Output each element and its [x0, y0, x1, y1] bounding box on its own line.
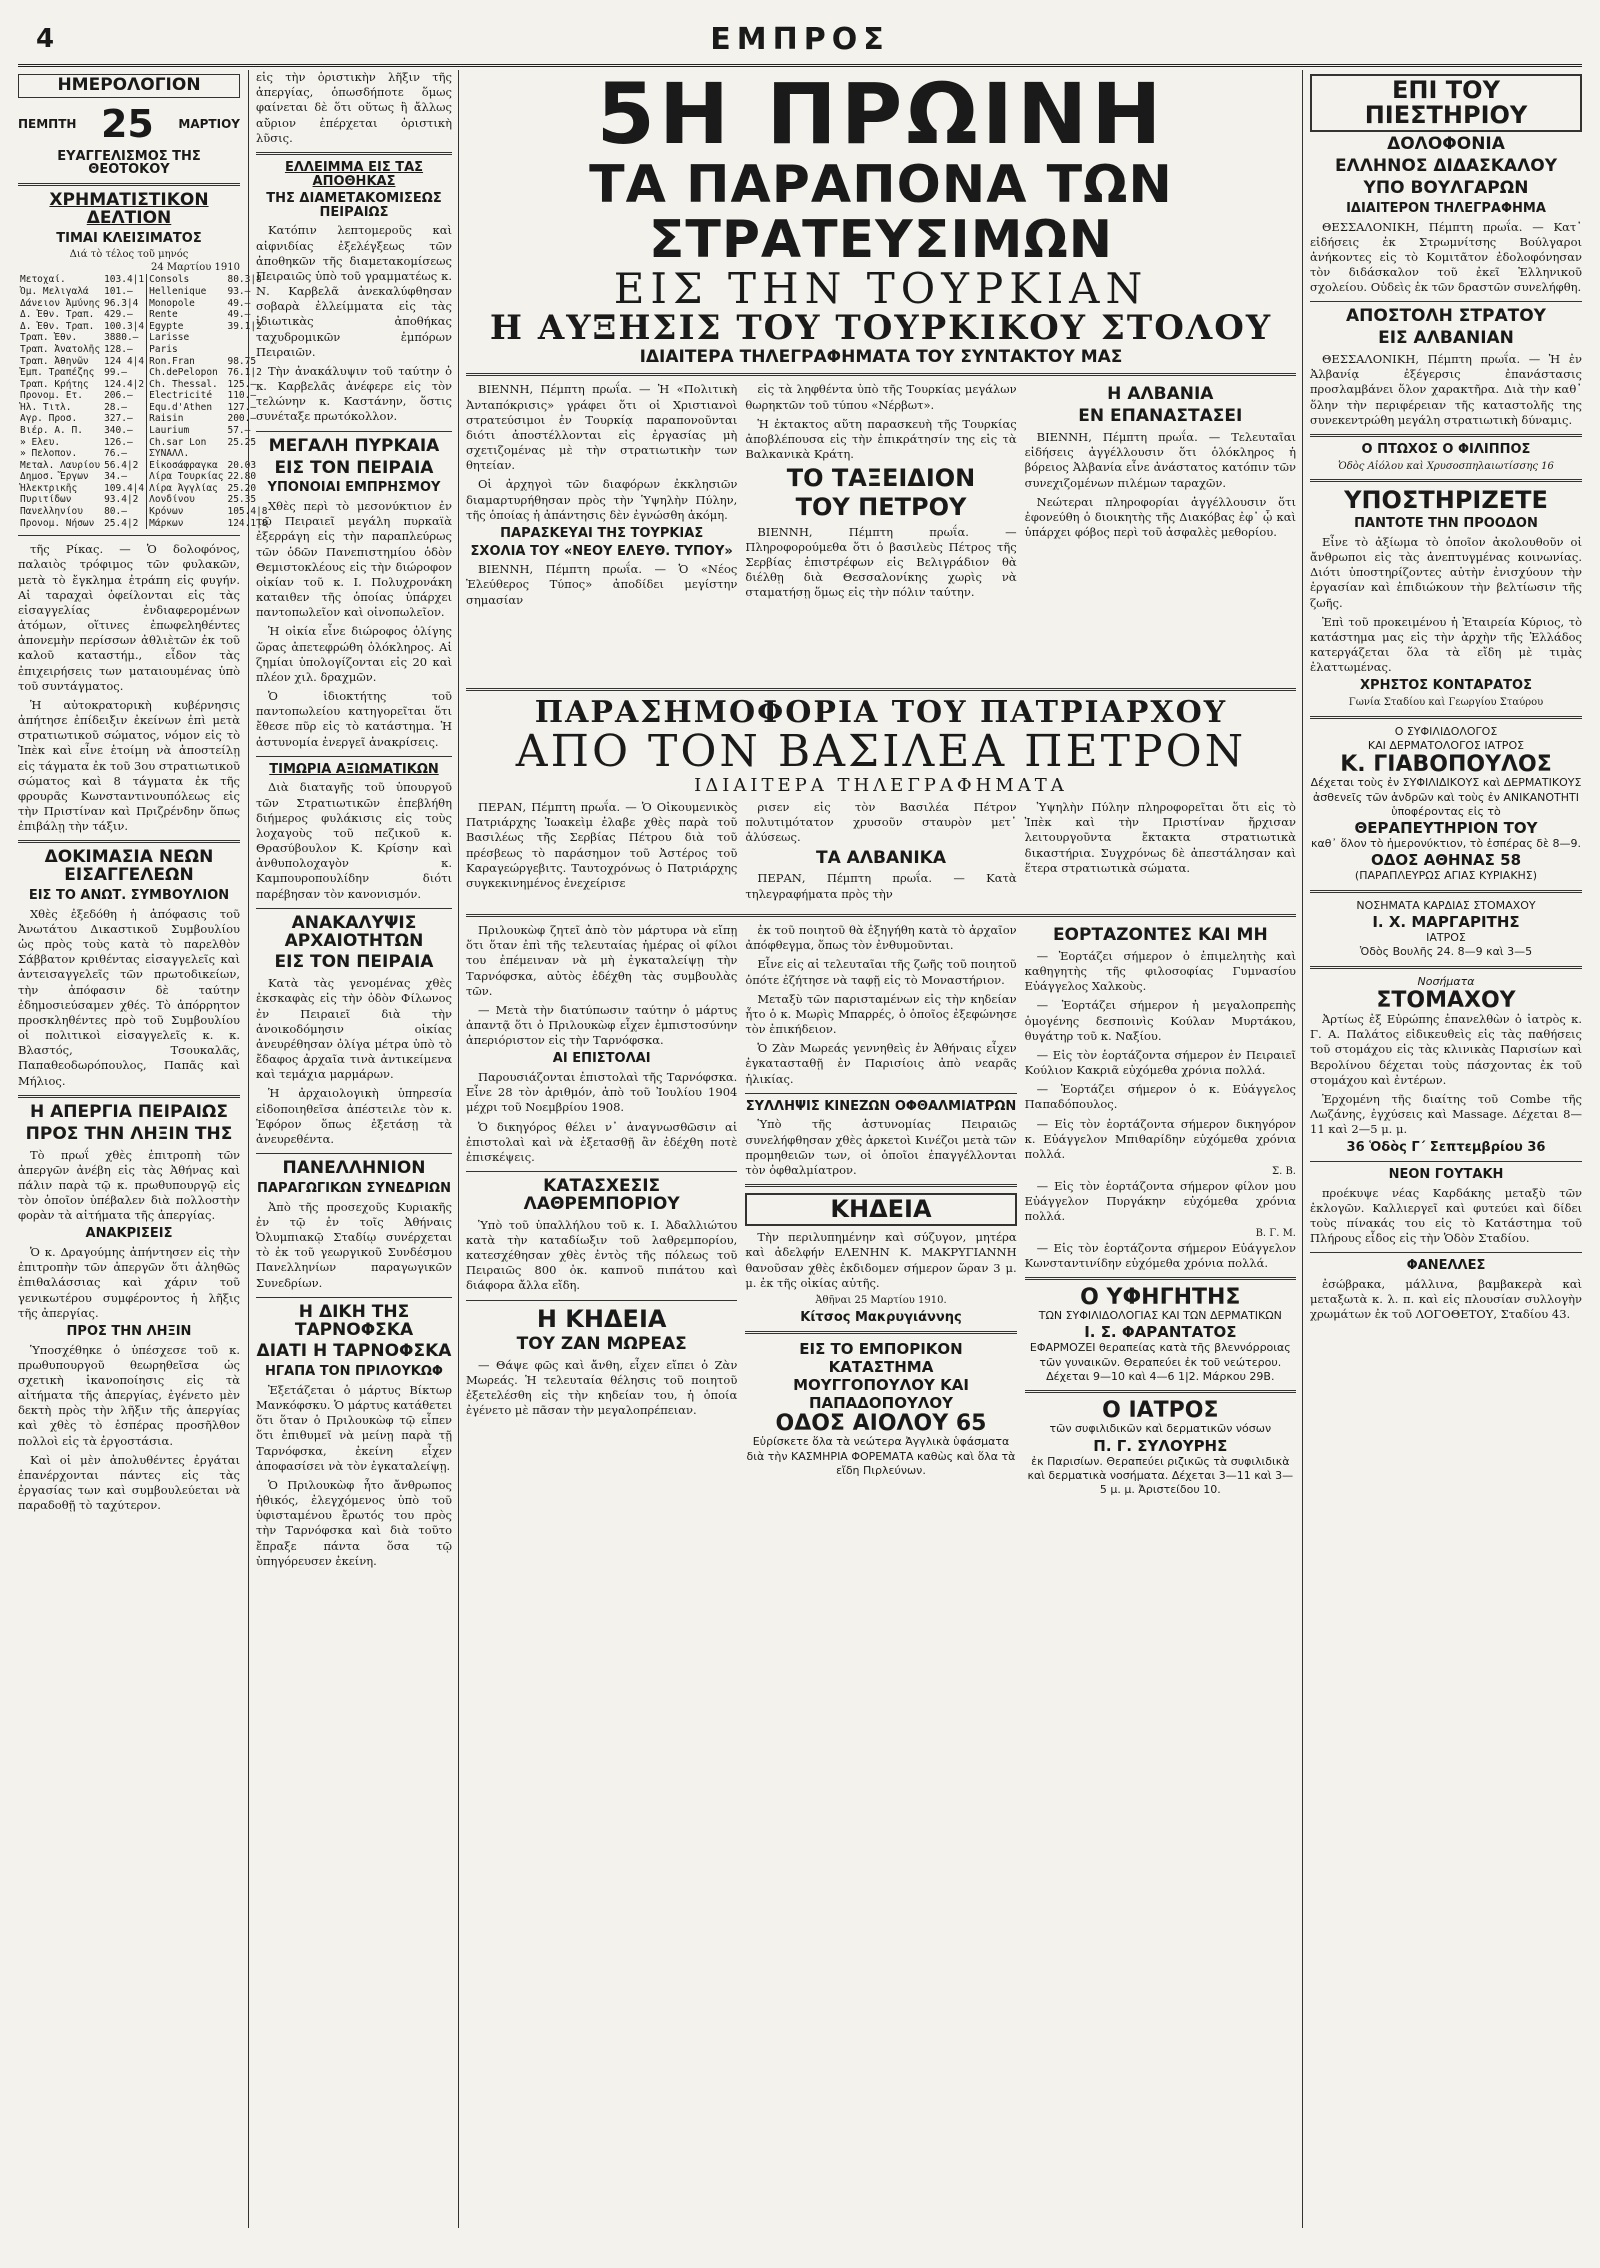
ad-heading: ΕΙΣ ΤΟ ΕΜΠΟΡΙΚΟΝ ΚΑΤΑΣΤΗΜΑ [799, 1340, 963, 1377]
article-text: Ὁ Πριλουκὼφ ἦτο ἄνθρωπος ἠθικός, ἐλεγχόμενος ὑπὸ τοῦ ὑφισταμένου ἔρωτός του πρὸς τὴν Ταρνόφσκα καὶ διὰ τοῦτο ἔπραξε πάντα ὅσα τῷ ὑπηγόρευσεν ἐκείνη. [256, 1477, 452, 1568]
table-cell: Δημοσ. Ἔργων [20, 471, 89, 483]
headline: ΔΟΚΙΜΑΣΙΑ ΝΕΩΝ ΕΙΣΑΓΓΕΛΕΩΝ [44, 847, 214, 886]
article-text: Κατὰ τὰς γενομένας χθὲς ἐκσκαφὰς εἰς τὴν ὁδὸν Φίλωνος ἐν Πειραιεῖ διὰ τὴν ἀνοικοδόμησιν οἰκίας ἀνευρέθησαν ὀλίγα μέτρα ὑπὸ τὸ ἔδαφος ἀρχαῖα τινὰ ἀντικείμενα καὶ τεμάχια μαρμάρων. [256, 976, 452, 1082]
table-cell: 124.1|8 [227, 517, 268, 529]
funeral-notice-date: Ἀθῆναι 25 Μαρτίου 1910. [815, 1294, 947, 1306]
article-text: Ἐρχομένη τῆς διαίτης τοῦ Combe τῆς Λωζάνης, ἐγχύσεις καὶ Massage. Δέχεται 8—11 καὶ 2—5 μ. μ. [1310, 1091, 1582, 1137]
center-col-a [466, 382, 737, 682]
article-text: Πριλουκὼφ ζητεῖ ἀπὸ τὸν μάρτυρα νὰ εἴπῃ ὅτι ὅταν ἐπὶ τῆς τελευταίας ἡμέρας οἱ φίλοι του ἐπέμειναν νὰ μὴ ἐγκαταλείψῃ τὴν Ταρνόφσκα, αὐτὸς ἐδέχθη τὰς συμβουλὰς τῶν. [466, 923, 738, 998]
ad-name: Ι. Σ. ΦΑΡΑΝΤΑΤΟΣ [1084, 1323, 1237, 1342]
article-text: ΒΙΕΝΝΗ, Πέμπτη πρωΐα. — Τελευταῖαι εἰδήσεις ἀγγέλλουσιν ὅτι ὁλόκληρος ἡ βόρειος Ἀλβανία εἶνε ἀνάστατος κατόπιν τῶν συνεχιζομένων πιλέμων ταραχῶν. [1024, 430, 1296, 490]
ad-text: ἐκ Παρισίων. Θεραπεύει ριζικῶς τὰ συφιλιδικὰ καὶ δερματικὰ νοσήματα. Δέχεται 3—11 καὶ 3—5 μ. μ. Ἀριστείδου 10. [1027, 1454, 1294, 1497]
center-col-c [1025, 382, 1296, 682]
article-text: ΒΙΕΝΝΗ, Πέμπτη πρωΐα. — Ἡ «Πολιτικὴ Ἀνταπόκρισις» γράφει ὅτι οἱ Χριστιανοὶ στρατεύσιμοι ἐν Τουρκίᾳ παραπονοῦνται διότι ἀποστέλλονται εἰς ἐργασίας μὴ σχετιζομένας μὲ τὴν στρατιωτικὴν των θητείαν. [466, 382, 738, 473]
subheadline: ΤΟΥ ΖΑΝ ΜΩΡΕΑΣ [516, 1333, 687, 1354]
table-cell: » Πελοπον. [20, 448, 78, 460]
article-text: Ἐξετάζεται ὁ μάρτυς Βίκτωρ Μανκόφσκυ. Ὁ μάρτυς κατάθετει ὅτι ὅταν ὁ Πριλουκὼφ τῷ εἶπεν ὅτι ἐπιθυμεῖ νὰ μείνῃ παρὰ τῇ Ταρνόφσκα, ἐκείνη εἶχεν ἀποφασίσει νὰ τὸν ἐγκαταλείψῃ. [256, 1382, 452, 1473]
table-cell: Ἠλ. Τιτλ. [20, 401, 72, 413]
article-text: Ἡ ἐκτακτος αὕτη παρασκευὴ τῆς Τουρκίας ἀποβλέπουσα εἰς τὴν ἐπικράτησίν της εἰς τὰ Βαλκανικὰ Κράτη. [745, 416, 1017, 462]
table-cell: Equ.d'Athen [149, 401, 213, 413]
banner-subheadline: ΤΑ ΠΑΡΑΠΟΝΑ ΤΩΝ ΣΤΡΑΤΕΥΣΙΜΩΝ [589, 155, 1173, 270]
table-cell: ΣΥΝΑΛΛ. [149, 448, 190, 460]
table-cell: 25.4|2 [102, 518, 147, 530]
table-cell: Προνομ. Νήσων [20, 517, 95, 529]
headline: ΤΑ ΑΛΒΑΝΙΚΑ [816, 847, 946, 868]
headline: ΦΑΝΕΛΛΕΣ [1406, 1258, 1486, 1274]
table-cell: 98.75 [227, 355, 257, 367]
table-cell: Δ. Ἐθν. Τραπ. [20, 309, 95, 321]
table-cell: 99.— [102, 367, 147, 379]
table-row [18, 425, 270, 437]
table-cell: Paris [149, 343, 178, 355]
article-text: Τὴν ἀνακάλυψιν τοῦ ταύτην ὁ κ. Καρβελᾶς ἀνέφερε εἰς τὸν τελώνην κ. Καστάνην, ὅστις συνέταξε πρωτόκολλον. [256, 363, 452, 424]
headline: ΑΙ ΕΠΙΣΤΟΛΑΙ [552, 1051, 651, 1067]
ad-subheading: ΤΩΝ ΣΥΦΙΛΙΔΟΛΟΓΙΑΣ ΚΑΙ ΤΩΝ ΔΕΡΜΑΤΙΚΩΝ [1038, 1309, 1282, 1323]
financial-bulletin-title: ΧΡΗΜΑΤΙΣΤΙΚΟΝ ΔΕΛΤΙΟΝ [49, 190, 209, 228]
ad-name: Π. Γ. ΣΥΛΟΥΡΗΣ [1093, 1436, 1228, 1455]
table-cell: Laurium [149, 424, 190, 436]
table-cell: Κρόνων [149, 506, 184, 518]
table-cell: Raisin [149, 413, 184, 425]
article-text: Ὑπὸ τῆς ἀστυνομίας Πειραιῶς συνελήφθησαν χθὲς ἀρκετοὶ Κινέζοι μετὰ τῶν προμηθειῶν των, οἱ ὁποῖοι ἐπαγγέλλονται τὸν ὀφθαλμίατρον. [745, 1117, 1017, 1177]
article-text: Διὰ διαταγῆς τοῦ ὑπουργοῦ τῶν Στρατιωτικῶν ἐπεβλήθη διήμερος φυλάκισις εἰς τοὺς λοχαγοὺς τοῦ πεζικοῦ κ. Θρασύβουλον Κ. Κρίσην καὶ ἀνθυπολοχαγὸν κ. Καμπουροπουλίδην διότι παρέβησαν τὸν κανονισμόν. [256, 780, 452, 901]
article-text: ἐσώβρακα, μάλλινα, βαμβακερὰ καὶ μεταξωτὰ κ. λ. π. καὶ εἰς πλουσίαν συλλογὴν χρωμάτων ἐκ τοῦ ΛΟΓΟΘΕΤΟΥ, Σταδίου 43. [1310, 1277, 1582, 1322]
banner-tagline: ΙΔΙΑΙΤΕΡΑ ΤΗΛΕΓΡΑΦΗΜΑΤΑ ΤΟΥ ΣΥΝΤΑΚΤΟΥ ΜΑΣ [639, 346, 1123, 367]
table-cell: Λονδίνου [149, 494, 195, 506]
ad-heading: ΝΟΣΗΜΑΤΑ ΚΑΡΔΙΑΣ ΣΤΟΜΑΧΟΥ [1356, 898, 1536, 912]
table-cell: 3880.— [102, 332, 147, 344]
table-cell: 80.3|8 [227, 274, 262, 286]
article-text: Ἡ ἀρχαιολογικὴ ὑπηρεσία εἰδοποιηθεῖσα ἀπέστειλε τὸν κ. Ἐφόρον ὅπως ἐξετάσῃ τὰ ἀνευρεθέντα. [256, 1086, 452, 1146]
ad-text: Δέχεται τοὺς ἐν ΣΥΦΙΛΙΔΙΚΟΥΣ καὶ ΔΕΡΜΑΤΙΚΟΥΣ ἀσθενεῖς τῶν ἀνδρῶν καὶ τοὺς ἐν ΑΝΙΚΑΝΟΤΗΤΙ ὑποφέροντας εἰς τὸ [1310, 776, 1582, 818]
article-text: — Μετὰ τὴν διατύπωσιν ταύτην ὁ μάρτυς ἀπαντᾷ ὅτι ὁ Πριλουκὼφ εἶχεν ἐμπιστοσύνην ἀπεριόριστον εἰς τὴν Ταρνόφσκα. [466, 1002, 738, 1048]
section-title: ΕΠΙ ΤΟΥ ΠΙΕΣΤΗΡΙΟΥ [1310, 74, 1582, 132]
table-cell: Ron.Fran [149, 355, 195, 367]
calendar-title: ΗΜΕΡΟΛΟΓΙΟΝ [18, 74, 240, 98]
headline: ΥΠΟΣΤΗΡΙΖΕΤΕ [1344, 486, 1548, 515]
doctor-advertisement [1310, 725, 1582, 884]
table-row [18, 286, 270, 298]
table-cell: 76.1|2 [227, 367, 262, 379]
subheadline: ΙΔΙΑΙΤΕΡΑ ΤΗΛΕΓΡΑΦΗΜΑΤΑ [694, 775, 1068, 797]
article-text: Ἐπὶ τοῦ προκειμένου ἡ Ἐταιρεία Κύριος, τὸ κατάστημα μας εἰς τὴν ἀρχὴν τῆς Ἑλλάδος κατεργάζεται ὅλα τὰ εἴδη μὲ τιμὰς ἐλαττωμένας. [1310, 614, 1582, 675]
table-cell: Monopole [149, 297, 195, 309]
table-row [18, 379, 270, 391]
table-cell: 22.80 [227, 471, 257, 483]
subheadline: ΑΝΑΚΡΙΣΕΙΣ [85, 1226, 173, 1242]
table-cell: Δ. Ἐθν. Τραπ. [20, 320, 95, 332]
headline: ΕΟΡΤΑΖΟΝΤΕΣ ΚΑΙ ΜΗ [1052, 925, 1268, 946]
article-text: Ὑποσχέθηκε ὁ ὑπέσχεσε τοῦ κ. πρωθυπουργοῦ θεωρηθεῖσα ὡς σχετικὴ ἱκανοποίησις εἰς τὰ αἰτήματα τῆς ἀπεργίας, ἐγένετο μὲν δεκτὴ πρὸς τὴν λῆξιν τῆς ἀπεργίας καὶ χθὲς τὸ ἑσπέρας προσῆλθον πολλοὶ εἰς τὰ ἐργοστάσια. [18, 1342, 240, 1448]
article-text: ΠΕΡΑΝ, Πέμπτη πρωΐα. — Ὁ Οἰκουμενικὸς Πατριάρχης Ἰωακεὶμ ἐλαβε χθὲς παρὰ τοῦ Βασιλέως τῆς Σερβίας Πέτρου διὰ τοῦ πρέσβεως τὸ παράσημον τοῦ Ἀστέρος τοῦ Καραγεώργεβιτς. Ταυτοχρόνως ὁ Πατριάρχης συγκεκινημένος ἐνεχείρισε [466, 800, 738, 890]
headline: ΠΑΡΑΣΚΕΥΑΙ ΤΗΣ ΤΟΥΡΚΙΑΣ [500, 525, 704, 541]
table-cell: 110.— [227, 390, 257, 402]
table-cell: 340.— [102, 425, 147, 437]
lower-col-c [1025, 923, 1296, 2159]
table-cell: Πανελληνίου [20, 506, 83, 518]
table-row [18, 460, 270, 472]
table-cell: 105.4|8 [227, 506, 268, 518]
table-cell: Egypte [149, 320, 184, 332]
table-row [18, 332, 270, 344]
table-cell: 128.— [102, 344, 147, 356]
headline: ΔΟΛΟΦΟΝΙΑ [1387, 134, 1505, 155]
funeral-notice-title: ΚΗΔΕΙΑ [745, 1193, 1016, 1226]
headline: ΤΙΜΩΡΙΑ ΑΞΙΩΜΑΤΙΚΩΝ [269, 761, 439, 777]
subheadline: ΠΡΟΣ ΤΗΝ ΛΗΞΙΝ ΤΗΣ [25, 1123, 233, 1144]
table-cell: 126.— [102, 437, 147, 449]
article-text: ΒΙΕΝΝΗ, Πέμπτη πρωΐα. — Πληροφορούμεθα ὅτι ὁ βασιλεὺς Πέτρος τῆς Σερβίας ἐπιστρέφων εἰς Βελιγράδιον θὰ διέλθῃ διὰ Θεσσαλονίκης χωρὶς νὰ σταματήσῃ ὅμως εἰς τὴν πόλιν ταύτην. [745, 524, 1017, 600]
doctor-advertisement [1310, 975, 1582, 1012]
ad-heading: ΚΑΙ ΔΕΡΜΑΤΟΛΟΓΟΣ ΙΑΤΡΟΣ [1367, 738, 1525, 752]
article-text: Παρουσιάζονται ἐπιστολαὶ τῆς Ταρνόφσκα. Εἶνε 28 τὸν ἀριθμόν, ἀπὸ τοῦ Ἰουλίου 1904 μέχρι τοῦ Νοεμβρίου 1908. [466, 1070, 738, 1115]
ad-heading: Νοσήματα [1417, 974, 1475, 988]
table-cell: Μετοχαί. [20, 274, 66, 286]
shop-advertisement [745, 1340, 1016, 1478]
article-text: Ἡ αὐτοκρατορικὴ κυβέρνησις ἀπήτησε ἐπίδειξιν ἐκείνων ἐπὶ μετὰ στρατιωτικοῦ σώματος, νόμον εἰς τὸ Ἰπὲκ καὶ εἶνε ἑτοίμη νὰ ἀποστείλῃ εἰς τάγματα ἐκ τοῦ 3ου στρατιωτικοῦ σώματος καὶ 8 τάγματα ἐκ τῆς φρουρᾶς Κωνσταντινουπόλεως εἰς τὴν Πριστίναν καὶ Πριζρένδην ὅπως ἐπιβάλῃ τὴν τάξιν. [18, 697, 240, 834]
article-text: Χθὲς περὶ τὸ μεσονύκτιον ἐν τῷ Πειραιεῖ μεγάλη πυρκαϊὰ ἐξερράγη εἰς τὴν παραπλεύρως τῶν ὁδῶν Πανεπιστημίου ὁδὸν Θεμιστοκλέους εἰς τὴν διώροφον οἰκίαν τοῦ κ. Ι. Πολυχρονάκη καταιθεν τῆς ὁποίας ὑπάρχει παντοπωλεῖον καὶ οἰνοπωλεῖον. [256, 498, 452, 620]
calendar-day: ΠΕΜΠΤΗ [18, 116, 77, 131]
article-text: ΒΙΕΝΝΗ, Πέμπτη πρωΐα. — Ὁ «Νέος Ἐλεύθερος Τύπος» ἀποδίδει μεγίστην σημασίαν [466, 562, 738, 607]
table-cell: Προνομ. Ετ. [20, 390, 83, 402]
article-text: Ἡ οἰκία εἶνε διώροφος ὀλίγης ὥρας ἀπετεφρώθη ὁλόκληρος. Αἱ ζημίαι ὑπολογίζονται εἰς 20 καὶ πλέον χιλ. δραχμῶν. [256, 624, 452, 684]
shop-name: Ο ΠΤΩΧΟΣ Ο ΦΙΛΙΠΠΟΣ [1361, 441, 1531, 457]
article-text: ΠΕΡΑΝ, Πέμπτη πρωΐα. — Κατὰ τηλεγραφήματα πρὸς τὴν [745, 871, 1017, 901]
shop-address: Ὁδὸς Αἰόλου καὶ Χρυσοσπηλαιωτίσσης 16 [1338, 460, 1554, 472]
table-cell: Ἠλεκτρικῆς [20, 482, 78, 494]
subheadline: ΠΑΡΑΓΩΓΙΚΩΝ ΣΥΝΕΔΡΙΩΝ [257, 1181, 451, 1197]
subheadline: ΠΡΟΣ ΤΗΝ ΛΗΞΙΝ [66, 1323, 192, 1339]
column-1 [18, 70, 268, 2228]
article-text: Ἀπὸ τῆς προσεχοῦς Κυριακῆς ἐν τῷ ἐν τοῖς Ἀθήναις Ὀλυμπιακῷ Σταδίῳ συνέρχεται τὸ ἐκ τοῦ γεωργικοῦ Συνδέσμου Πανελληνίων παραγωγικῶν Συνεδρίων. [256, 1199, 452, 1290]
article-text: Χθὲς ἐξεδόθη ἡ ἀπόφασις τοῦ Ἀνωτάτου Δικαστικοῦ Συμβουλίου ὡς πρὸς τοὺς κατὰ τὸ παρελθὸν Σάββατον κριθέντας εἰσαγγελεῖς καὶ ἀντεισαγγελεῖς τῶν πρωτοδικείων, τὴν ἀπόφασιν δὲ ταύτην ἐδημοσιεύσαμεν χθές. Τὸ ἀπόρρητον προσκληθέντες πρὸ τοῦ Συμβουλίου οἱ πολιτικοὶ εἰσαγγελεῖς κ. κ. Βλαστός, Τσουκαλᾶς, Παπαθεοδωρόπουλος, Παπᾶς καὶ Μήλιος. [18, 906, 240, 1088]
table-cell: Consols [149, 274, 190, 286]
signature-address: Γωνία Σταδίου καὶ Γεωργίου Σταύρου [1348, 697, 1544, 709]
subheadline: ΗΓΑΠΑ ΤΟΝ ΠΡΙΛΟΥΚΩΦ [265, 1364, 443, 1380]
table-cell: Ἐμπ. Τραπέζης [20, 367, 95, 379]
table-cell: Εἰκοσάφραγκα [149, 459, 218, 471]
article-text: — Εἰς τὸν ἑορτάζοντα σήμερον φίλον μου Εὐάγγελον Πυργάκην εὐχόμεθα χρόνια πολλά. [1024, 1178, 1296, 1223]
headline: ΚΑΤΑΣΧΕΣΙΣ ΛΑΘΡΕΜΠΟΡΙΟΥ [523, 1176, 680, 1214]
column-6 [1310, 70, 1582, 2228]
doctor-advertisement [1025, 1286, 1296, 1384]
ad-heading: Ο ΣΥΦΙΛΙΔΟΛΟΓΟΣ [1394, 724, 1498, 738]
article-text: ἐκ τοῦ ποιητοῦ θὰ ἐξηγήθη κατὰ τὸ ἀρχαῖον ἀπόφθεγμα, ὅπως τὸν ἐνθυμοῦνται. [745, 923, 1017, 953]
table-cell: Τραπ. Ἐθν. [20, 332, 78, 344]
table-row [18, 298, 270, 310]
table-row [18, 413, 270, 425]
table-row [18, 309, 270, 321]
newspaper-title: ΕΜΠΡΟΣ [710, 22, 890, 57]
table-cell: 103.4|1 [102, 274, 147, 286]
article-text: — Θάψε φῶς καὶ ἄνθη, εἶχεν εἴπει ὁ Ζὰν Μωρεάς. Ἡ τελευταία θέλησις τοῦ ποιητοῦ ἐξετελέσθη εἰς τὴν κηδείαν του, ἡ ὁποία ἐγένετο μὲ πᾶσαν τὴν μεγαλοπρέπειαν. [466, 1357, 738, 1418]
table-cell: Ch.sar Lon [149, 436, 207, 448]
table-cell: 20.03 [227, 459, 257, 471]
table-row [18, 367, 270, 379]
ad-title: ΙΑΤΡΟΣ [1426, 931, 1466, 945]
subheadline: ΕΛΛΗΝΟΣ ΔΙΔΑΣΚΑΛΟΥ [1334, 156, 1558, 177]
article-text: Οἱ ἀρχηγοὶ τῶν διαφόρων ἐκκλησιῶν διαμαρτυρήθησαν πρὸς τὴν Ὑψηλὴν Πύλην, τῆς ὁποίας ἡ ἀπάντησις δὲν ἐγνώσθη ἀκόμη. [466, 477, 738, 522]
table-cell: Πυριτίδων [20, 494, 72, 506]
masthead [18, 18, 1582, 67]
ad-name: Ι. Χ. ΜΑΡΓΑΡΙΤΗΣ [1372, 913, 1520, 932]
article-text: — Εἰς τὸν ἑορτάζοντα σήμερον Εὐάγγελον Κωνσταντινίδην εὐχόμεθα χρόνια πολλά. [1024, 1240, 1296, 1270]
subheadline: ΕΙΣ ΑΛΒΑΝΙΑΝ [1378, 328, 1514, 349]
table-cell: 28.— [102, 402, 147, 414]
headline: ΤΟ ΤΑΞΕΙΔΙΟΝ [786, 464, 976, 493]
table-row [18, 471, 270, 483]
table-cell: 39.1|2 [227, 320, 262, 332]
headline: Η ΑΠΕΡΓΙΑ ΠΕΙΡΑΙΩΣ [29, 1101, 228, 1122]
table-cell: Δάνειον Ἀμύνης [20, 297, 101, 309]
table-cell: 93.— [227, 286, 251, 298]
table-cell: 25.25 [227, 436, 257, 448]
center-section [466, 65, 1296, 2228]
article-text: Ἀρτίως ἐξ Εὐρώπης ἐπανελθὼν ὁ ἰατρὸς κ. Γ. Α. Παλάτος εἰδικευθεὶς εἰς τὰς παθήσεις τοῦ στομάχου εἰς τὰς κλινικὰς Παρισίων καὶ Βερολίνου δέχεται τοὺς πάσχοντας ἐκ τοῦ στομάχου καὶ ἐντέρων. [1310, 1012, 1582, 1087]
financial-bulletin-date: 24 Μαρτίου 1910 [151, 261, 240, 273]
banner-subheadline: Η ΑΥΞΗΣΙΣ ΤΟΥ ΤΟΥΡΚΙΚΟΥ ΣΤΟΛΟΥ [489, 308, 1273, 349]
table-row [18, 483, 270, 495]
article-text: εἰς τὰ ληφθέντα ὑπὸ τῆς Τουρκίας μεγάλων θωρηκτῶν τοῦ τύπου «Νέρβωτ». [745, 382, 1017, 412]
ad-text: καθ᾽ ὅλον τὸ ἡμερονύκτιον, τὸ ἑσπέρας δὲ 8—9. [1311, 837, 1581, 851]
table-cell: 327.— [102, 413, 147, 425]
headline: ΣΥΛΛΗΨΙΣ ΚΙΝΕΖΩΝ ΟΦΘΑΛΜΙΑΤΡΩΝ [745, 1098, 1017, 1114]
center-col-b [745, 382, 1016, 682]
financial-bulletin-note: Διά τὸ τέλος τοῦ μηνός [69, 249, 189, 261]
article-text: — Εἰς τὸν ἑορτάζοντα σήμερον δικηγόρον κ. Εὐάγγελον Μπιθαρίδην εὐχόμεθα χρόνια πολλά. [1024, 1116, 1296, 1161]
headline: ΠΑΝΕΛΛΗΝΙΟΝ [282, 1158, 426, 1179]
table-cell: Ὀμ. Μελιγαλά [20, 286, 89, 298]
article-text: Ὁ Ζὰν Μωρεάς γεννηθεὶς ἐν Ἀθήναις εἶχεν ἐγκατασταθῇ ἐν Παρισίοις ἀπὸ νεαρᾶς ἡλικίας. [745, 1041, 1017, 1086]
article-text: Νεώτεραι πληροφορίαι ἀγγέλλουσιν ὅτι ἐφονεύθη ὁ διοικητὴς τῆς Διακόβας ἐφ᾽ ᾧ καὶ ὑπάρχει φόβος περὶ τοῦ ἀσφαλὲς μεθορίου. [1024, 494, 1296, 540]
table-cell: 127.— [227, 401, 257, 413]
table-cell: Electricité [149, 390, 213, 402]
ad-heading: Ο ΥΦΗΓΗΤΗΣ [1080, 1284, 1241, 1310]
calendar-date-number: 25 [100, 101, 154, 146]
headline: Η ΚΗΔΕΙΑ [536, 1304, 667, 1333]
ad-heading: ΘΕΡΑΠΕΥΤΗΡΙΟΝ ΤΟΥ [1354, 819, 1538, 838]
article-text: Καὶ οἱ μὲν ἀπολυθέντες ἐργάται ἐπανέρχονται πάντες εἰς τὰς ἐργασίας των καὶ συμβουλεύεται νὰ παραδοθῇ τὸ ταχύτερον. [18, 1452, 240, 1513]
financial-bulletin-subtitle: ΤΙΜΑΙ ΚΛΕΙΣΙΜΑΤΟΣ [56, 230, 202, 246]
table-cell: 100.3|4 [102, 321, 147, 333]
subheadline: ΕΙΣ ΤΟΝ ΠΕΙΡΑΙΑ [274, 952, 434, 973]
ad-address: ΟΔΟΣ ΑΙΟΛΟΥ 65 [775, 1411, 987, 1437]
headline: ΠΑΡΑΣΗΜΟΦΟΡΙΑ ΤΟΥ ΠΑΤΡΙΑΡΧΟΥ [534, 695, 1228, 731]
table-cell: Αγρ. Προσ. [20, 413, 78, 425]
article-text: τῆς Ρίκας. — Ὁ δολοφόνος, παλαιὸς τρόφιμος τῶν φυλακῶν, μετὰ τὸ ἔγκλημα ἐτράπη εἰς φυγήν. Αἱ ταραχαὶ ὀφείλονται εἰς τὰς εἰσαγγελίας ἐνδιαφερομένων ἀτόμων, οἵτινες ἐπωφεληθέντες ἀπονεμὴν περίσσων ἀθλιὲτῶν ἐκ τοῦ καλοῦ καταστήμ., εἶδον τὰς ἐπιχειρήσεις των ματαιουμένας ὑπὸ τοῦ συντάγματος. [18, 542, 240, 693]
article-text: ρισεν εἰς τὸν Βασιλέα Πέτρον πολυτιμότατον χρυσοῦν σταυρὸν μετ᾽ ἀλύσεως. [745, 800, 1017, 845]
signature: Σ. Β. [1272, 1166, 1296, 1178]
ad-text: Εὑρίσκετε ὅλα τὰ νεώτερα Ἀγγλικὰ ὑφάσματα διὰ τὴν ΚΑΣΜΗΡΙΑ ΦΟΡΕΜΑΤΑ καθὼς καὶ ὅλα τὰ εἴδη Πιρλεύνων. [746, 1435, 1016, 1477]
funeral-notice-text: Τὴν περιλυπημένην καὶ σύζυγον, μητέρα καὶ ἀδελφήν ΕΛΕΝΗΝ Κ. ΜΑΚΡΥΓΙΑΝΝΗ θανοῦσαν χθὲς ἐκδιδομεν σήμερον ὥραν 3 μ. μ. ἐκ τῆς οἰκίας αὐτῆς. [745, 1230, 1017, 1290]
headline: ΑΠΟ ΤΟΝ ΒΑΣΙΛΕΑ ΠΕΤΡΟΝ [515, 725, 1247, 777]
article-text: Εἶνε τὸ ἀξίωμα τὸ ὁποῖον ἀκολουθοῦν οἱ ἄνθρωποι εἰς τὰς ἀνεπτυγμένας κοινωνίας. Διότι ὑποστηρίζοντες αὐτὴν ἐνισχύουν τὴν ἐργασίαν καὶ ἐπιδιώκουν τὴν βελτίωσιν τῆς ζωῆς. [1310, 534, 1582, 610]
ad-address: ΟΔΟΣ ΑΘΗΝΑΣ 58 [1371, 851, 1521, 870]
subheadline: ΠΑΝΤΟΤΕ ΤΗΝ ΠΡΟΟΔΟΝ [1354, 516, 1538, 532]
banner-headline: 5Η ΠΡΩΙΝΗ [596, 65, 1166, 163]
article-text: Ὑπὸ τοῦ ὑπαλλήλου τοῦ κ. Ι. Ἀδαλλιώτου κατὰ τὴν καταδίωξιν τοῦ λαθρεμπορίου, κατεσχέθησαν χθὲς ἐντὸς τῆς πόλεως τοῦ Πειραιῶς 800 ὀκ. καπνοῦ πιπάτου καὶ διάφορα ἄλλα εἴδη. [466, 1217, 738, 1293]
table-cell: Larisse [149, 332, 190, 344]
headline: Η ΑΛΒΑΝΙΑ [1107, 384, 1214, 405]
ad-heading: Ο ΙΑΤΡΟΣ [1102, 1398, 1219, 1424]
lower-col-b [745, 923, 1016, 2159]
table-cell: Τραπ. Ἀνατολῆς [20, 343, 101, 355]
table-cell: 124.4|2 [102, 379, 147, 391]
table-cell: Τραπ. Ἀθηνῶν [20, 355, 89, 367]
table-cell: 25.20 [227, 482, 257, 494]
headline: Η ΔΙΚΗ ΤΗΣ ΤΑΡΝΟΦΣΚΑ [294, 1301, 414, 1340]
subheadline: ΤΗΣ ΔΙΑΜΕΤΑΚΟΜΙΣΕΩΣ ΠΕΙΡΑΙΩΣ [266, 191, 442, 220]
table-row [18, 402, 270, 414]
table-row [18, 274, 270, 286]
banner-subheadline: ΕΙΣ ΤΗΝ ΤΟΥΡΚΙΑΝ [613, 264, 1149, 314]
table-row [18, 518, 270, 530]
table-cell: 93.4|2 [102, 494, 147, 506]
headline: ΝΕΟΝ ΓΟΥΤΑΚΗ [1388, 1167, 1504, 1183]
subheadline: ΥΠΟ ΒΟΥΛΓΑΡΩΝ [1363, 178, 1529, 199]
calendar-date [18, 102, 240, 146]
article-text: — Ἑορτάζει σήμερον ὁ κ. Εὐάγγελος Παπαδόπουλος. [1024, 1082, 1296, 1112]
subheadline: ΕΝ ΕΠΑΝΑΣΤΑΣΕΙ [1078, 406, 1243, 427]
table-cell: 109.4|4 [102, 483, 147, 495]
article-text: — Ἑορτάζει σήμερον ἡ μεγαλοπρεπὴς ὁμογένης δεσποινὶς Κούλαν Μυρτάκου, θυγάτηρ τοῦ κ. Ναξίου. [1024, 998, 1296, 1043]
newspaper-page [18, 18, 1582, 2232]
lower-col-a [466, 923, 737, 2159]
article-text: Κατόπιν λεπτομεροῦς καὶ αἰφνιδίας ἐξελέγξεως τῶν ἀποθηκῶν τῆς διαμετακομίσεως Πειραιῶς ὑπὸ τοῦ γραμματέως κ. Ν. Καρβελᾶ ἀνεκαλύφθησαν σοβαρὰ ἐλλείμματα εἰς τὰς ἰδιωτικὰς ἀποθήκας ταχυδρομικῶν ἐμπόρων Πειραιῶν. [256, 223, 452, 359]
headline: ΕΛΛΕΙΜΜΑ ΕΙΣ ΤΑΣ ΑΠΟΘΗΚΑΣ [284, 159, 424, 189]
doctor-advertisement [1025, 1399, 1296, 1497]
headline: ΜΕΓΑΛΗ ΠΥΡΚΑΙΑ [268, 435, 440, 456]
ad-address: (ΠΑΡΑΠΛΕΥΡΩΣ ΑΓΙΑΣ ΚΥΡΙΑΚΗΣ) [1354, 869, 1538, 883]
article-text: Τὸ πρωΐ χθὲς ἐπιτροπὴ τῶν ἀπεργῶν ἀνέβη εἰς τὰς Ἀθήνας καὶ πάλιν παρὰ τῷ κ. πρωθυπουργῷ εἰς τὸν ὁποῖον ὑπέβαλεν διὰ πολλοστὴν φορὰν τὰ αἰτήματα τῆς ἀπεργίας. [18, 1147, 240, 1223]
article-text: Ὁ κ. Δραγούμης ἀπήντησεν εἰς τὴν ἐπιτροπὴν τῶν ἀπεργῶν ὅτι ἀληθῶς ἐπιθαλάσσιας καὶ χάριν τοῦ γενικωτέρου συμφέροντος ἡ λῆξις τῆς ἀπεργίας. [18, 1245, 240, 1320]
table-cell: Τραπ. Κρήτης [20, 378, 89, 390]
headline: ΑΠΟΣΤΟΛΗ ΣΤΡΑΤΟΥ [1346, 306, 1546, 327]
article-text: Ὑψηλὴν Πύλην πληροφορεῖται ὅτι εἰς τὸ Ἰπὲκ καὶ τὴν Πριστίναν ἤρχισαν λειτουργοῦντα ἔκτακτα στρατιωτικὰ δικαστήρια. Συγχρόνως δὲ ἀπεστάλησαν καὶ ἕτερα στρατιωτικὰ σώματα. [1024, 800, 1296, 875]
table-cell: 34.— [102, 471, 147, 483]
article-text: εἰς τὴν ὁριστικὴν λῆξιν τῆς ἀπεργίας, ὁπωσδήποτε ὅμως φαίνεται δὲ ὅτι οὕτως ἢ ἄλλως αὔριον ἐπέρχεται ὁριστικὴ λῦσις. [256, 70, 452, 145]
subheadline: ΕΙΣ ΤΟ ΑΝΩΤ. ΣΥΜΒΟΥΛΙΟΝ [28, 888, 230, 904]
signature: Β. Γ. Μ. [1255, 1228, 1296, 1240]
table-cell: Μεταλ. Λαυρίου [20, 459, 101, 471]
table-row [18, 437, 270, 449]
subheadline: ΤΟΥ ΠΕΤΡΟΥ [795, 493, 967, 522]
table-cell: 101.— [102, 286, 147, 298]
ad-name: Κ. ΓΙΑΒΟΠΟΥΛΟΣ [1340, 752, 1552, 778]
column-2 [256, 70, 452, 2228]
article-text: Ὁ δικηγόρος θέλει ν᾽ ἀναγνωσθῶσιν αἱ ἐπιστολαὶ καὶ νὰ ἐξετασθῇ ἂν ἐδέχθη ποτὲ ἐπισκέψεις. [466, 1119, 738, 1164]
calendar-month: ΜΑΡΤΙΟΥ [178, 116, 240, 131]
table-cell: 57.— [227, 424, 251, 436]
financial-table [18, 274, 270, 529]
table-row [18, 356, 270, 368]
signature: ΧΡΗΣΤΟΣ ΚΟΝΤΑΡΑΤΟΣ [1360, 678, 1532, 694]
subheadline: ΣΧΟΛΙΑ ΤΟΥ «ΝΕΟΥ ΕΛΕΥΘ. ΤΥΠΟΥ» [470, 543, 733, 559]
table-row [18, 494, 270, 506]
subheadline: ΙΔΙΑΙΤΕΡΟΝ ΤΗΛΕΓΡΑΦΗΜΑ [1346, 200, 1546, 216]
ad-subheading: τῶν συφιλιδικῶν καὶ δερματικῶν νόσων [1049, 1422, 1272, 1436]
table-cell: 25.35 [227, 494, 257, 506]
table-cell: 206.— [102, 390, 147, 402]
table-cell: Rente [149, 309, 178, 321]
table-cell: 125.— [227, 378, 257, 390]
table-cell: 124 4|4 [102, 356, 147, 368]
ad-text: ΕΦΑΡΜΟΖΕΙ θεραπείας κατὰ τῆς βλεννόρροιας τῶν γυναικῶν. Θεραπεύει ἐκ τοῦ νεώτερου. Δέχεται 9—10 καὶ 4—6 1|2. Μάρκου 29Β. [1029, 1341, 1291, 1383]
ad-heading: ΣΤΟΜΑΧΟΥ [1376, 987, 1516, 1013]
table-row [18, 321, 270, 333]
headline: ΑΝΑΚΑΛΥΨΙΣ ΑΡΧΑΙΟΤΗΤΩΝ [284, 912, 424, 951]
table-row [18, 390, 270, 402]
funeral-notice-signature: Κίτσος Μακρυγιάννης [800, 1310, 962, 1326]
ad-address: Ὁδὸς Βουλῆς 24. 8—9 καὶ 3—5 [1359, 945, 1533, 959]
article-text: ΘΕΣΣΑΛΟΝΙΚΗ, Πέμπτη πρωΐα. — Κατ᾽ εἰδήσεις ἐκ Στρωμνίτσης Βούλγαροι ἀνήκοντες εἰς τὸ Κομιτᾶτον ἐδολοφόνησαν τὸν διδάσκαλον τοῦ ἐκεῖ Ἑλληνικοῦ σχολείου. Οὐδεὶς ἐκ τῶν δραστῶν συνελήφθη. [1310, 219, 1582, 295]
subheadline: ΔΙΑΤΙ Η ΤΑΡΝΟΦΣΚΑ [256, 1341, 452, 1362]
page-number: 4 [36, 24, 55, 54]
ad-heading: ΜΟΥΓΓΟΠΟΥΛΟΥ ΚΑΙ ΠΑΠΑΔΟΠΟΥΛΟΥ [793, 1376, 969, 1413]
article-text: προέκυψε νέας Καρδάκης μεταξὺ τῶν ἐκλογῶν. Καλλιεργεῖ καὶ φυτεύει καὶ δίδει τοὺς πίνακάς του εἰς τὸ Κατάστημα τοῦ Πλήρους εἶδος εἰς τὴν Ὁδὸν Σταδίου. [1310, 1185, 1582, 1246]
table-cell: Λίρα Τουρκίας [149, 471, 224, 483]
table-row [18, 448, 270, 460]
table-row [18, 344, 270, 356]
table-cell: 56.4|2 [102, 460, 147, 472]
table-cell: Βιέρ. Α. Π. [20, 424, 83, 436]
table-cell: 49.— [227, 309, 251, 321]
article-text: Μεταξὺ τῶν παρισταμένων εἰς τὴν κηδείαν ἦτο ὁ κ. Μωρὶς Μπαρρές, ὁ ὁποῖος ἐξεφώνησε τὸν ἐπικήδειον. [745, 991, 1017, 1037]
table-row [18, 506, 270, 518]
article-text: Ὁ ἰδιοκτήτης τοῦ παντοπωλείου κατηγορεῖται ὅτι ἔθεσε πῦρ εἰς τὸ κατάστημα. Ἡ ἀστυνομία ἐνεργεῖ ἀνακρίσεις. [256, 689, 452, 749]
article-text: — Ἑορτάζει σήμερον ὁ ἐπιμελητὴς καὶ καθηγητὴς τῆς φιλοσοφίας Γυμνασίου Εὐάγγελος Χαλκοὺς. [1024, 948, 1296, 994]
table-cell: 49.— [227, 297, 251, 309]
table-cell: 200.— [227, 413, 257, 425]
table-cell: Λίρα Ἀγγλίας [149, 482, 218, 494]
table-cell: 80.— [102, 506, 147, 518]
article-text: — Εἰς τὸν ἑορτάζοντα σήμερον ἐν Πειραιεῖ Κούλιον Κακριᾶ εὐχόμεθα χρόνια πολλά. [1024, 1047, 1296, 1078]
article-text: Εἶνε εἰς αἱ τελευταῖαι τῆς ζωῆς τοῦ ποιητοῦ ὁπότε ἐζήτησε νὰ ταφῇ εἰς τὸ Μοναστήριον. [745, 957, 1017, 987]
table-cell: 429.— [102, 309, 147, 321]
table-cell: Ch. Thessal. [149, 378, 218, 390]
table-cell: 96.3|4 [102, 298, 147, 310]
ad-address: 36 Ὁδὸς Γ΄ Σεπτεμβρίου 36 [1346, 1140, 1546, 1156]
table-cell: Hellenique [149, 286, 207, 298]
doctor-advertisement [1310, 899, 1582, 960]
table-cell: » Ελευ. [20, 436, 61, 448]
calendar-feast: ΕΥΑΓΓΕΛΙΣΜΟΣ ΤΗΣ ΘΕΟΤΟΚΟΥ [57, 148, 201, 178]
article-text: ΘΕΣΣΑΛΟΝΙΚΗ, Πέμπτη πρωΐα. — Ἡ ἐν Ἀλβανίᾳ ἐξέγερσις ἐπανάστασις προσλαμβάνει ὅλον χαρακτῆρα. Διὰ τὴν καθ᾽ ὅλην τὴν περιφέρειαν τῆς καταστολῆς της συνεκεντρώθη μεγάλη στρατιωτικὴ δύναμις. [1310, 352, 1582, 427]
table-cell: Ch.dePelopon [149, 367, 218, 379]
table-cell: 76.— [102, 448, 147, 460]
table-cell: Μάρκων [149, 517, 184, 529]
subheadline: ΥΠΟΝΟΙΑΙ ΕΜΠΡΗΣΜΟΥ [267, 480, 441, 496]
subheadline: ΕΙΣ ΤΟΝ ΠΕΙΡΑΙΑ [274, 457, 434, 478]
